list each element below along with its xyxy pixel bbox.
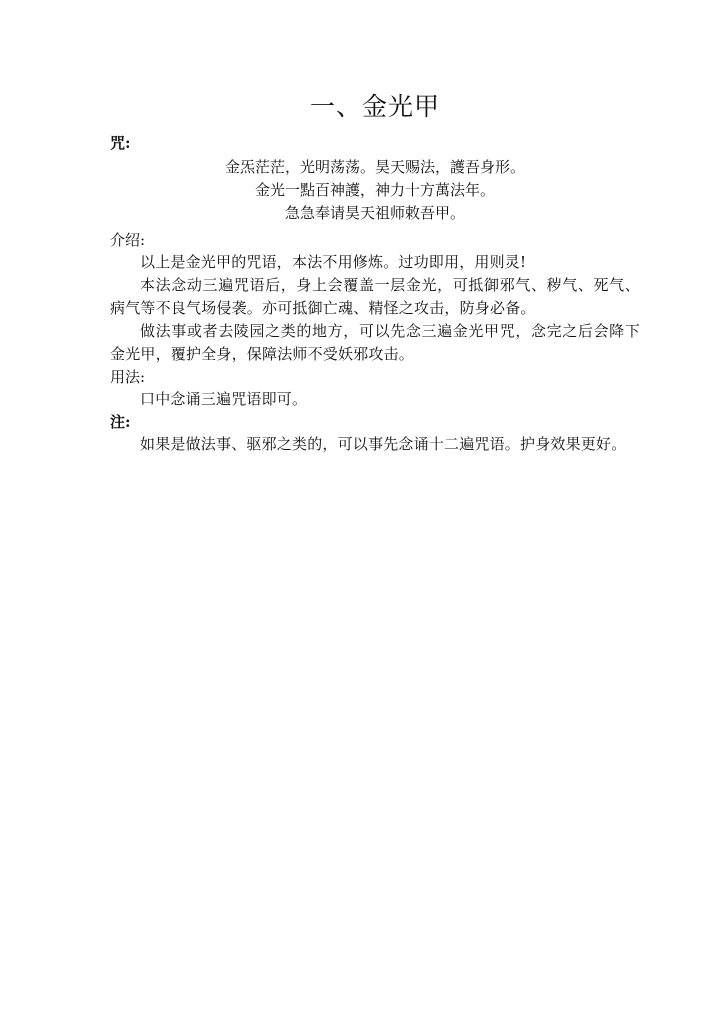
incantation-line: 金炁茫茫，光明荡荡。昊天赐法，護吾身形。: [224, 158, 525, 176]
intro-section: [110, 229, 640, 366]
note-section: [110, 411, 640, 456]
incantation-label: 咒:: [110, 134, 131, 152]
usage-paragraph: 口中念诵三遍咒语即可。: [140, 390, 308, 408]
intro-label: 介绍:: [110, 231, 146, 249]
intro-paragraph: 本法念动三遍咒语后，身上会覆盖一层金光，可抵御邪气、秽气、死气、病气等不良气场侵袭。亦可抵御亡魂、精怪之攻击，防身必备。: [110, 276, 640, 317]
usage-section: [110, 366, 640, 411]
incantation-section: [110, 132, 640, 225]
incantation-line: 金光一點百神護，神力十方萬法年。: [254, 181, 495, 199]
note-label: 注:: [110, 413, 131, 431]
document-title: 一、金光甲: [309, 92, 440, 121]
usage-label: 用法:: [110, 368, 146, 386]
incantation-block: [110, 156, 640, 225]
incantation-line: 急急奉请昊天祖师敕吾甲。: [284, 204, 465, 222]
note-paragraph: 如果是做法事、驱邪之类的，可以事先念诵十二遍咒语。护身效果更好。: [140, 435, 627, 453]
intro-paragraph: 做法事或者去陵园之类的地方，可以先念三遍金光甲咒，念完之后会降下金光甲，覆护全身，保障法师不受妖邪攻击。: [110, 322, 640, 363]
intro-paragraph: 以上是金光甲的咒语，本法不用修炼。过功即用，用则灵!: [140, 253, 527, 271]
